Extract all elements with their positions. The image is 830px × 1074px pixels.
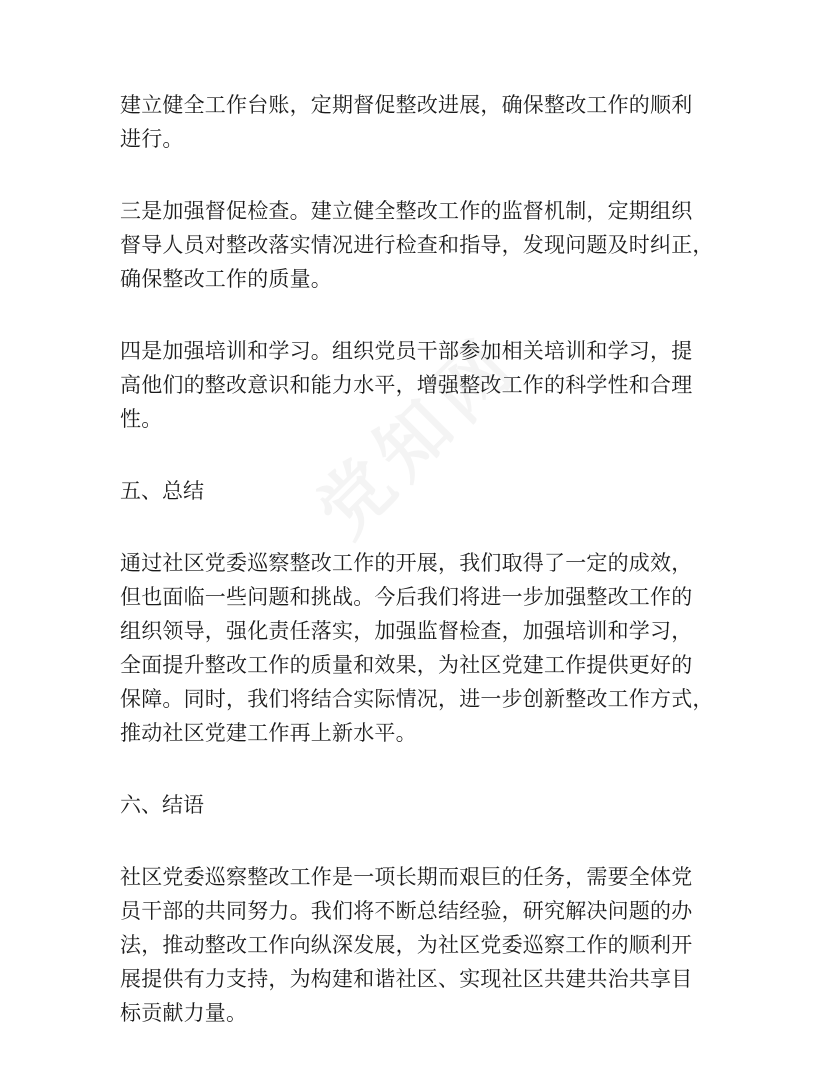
text-line: 建立健全工作台账，定期督促整改进展，确保整改工作的顺利 — [120, 93, 693, 117]
text-line: 员干部的共同努力。我们将不断总结经验，研究解决问题的办 — [120, 899, 693, 923]
document-body — [120, 88, 720, 1068]
text-line: 但也面临一些问题和挑战。今后我们将进一步加强整改工作的 — [120, 585, 693, 609]
section-heading-conclusion: 六、结语 — [120, 793, 204, 817]
text-line: 三是加强督促检查。建立健全整改工作的监督机制，定期组织 — [120, 199, 693, 223]
text-line: 展提供有力支持，为构建和谐社区、实现社区共建共治共享目 — [120, 967, 693, 991]
text-line: 保障。同时，我们将结合实际情况，进一步创新整改工作方式， — [120, 687, 714, 711]
section-heading-summary: 五、总结 — [120, 479, 204, 503]
text-line: 进行。 — [120, 127, 184, 151]
text-line: 法，推动整改工作向纵深发展，为社区党委巡察工作的顺利开 — [120, 933, 693, 957]
text-line: 性。 — [120, 407, 163, 431]
text-line: 组织领导，强化责任落实，加强监督检查，加强培训和学习， — [120, 619, 693, 643]
text-line: 通过社区党委巡察整改工作的开展，我们取得了一定的成效， — [120, 551, 693, 575]
paragraph-conclusion — [120, 860, 720, 1030]
text-line: 推动社区党建工作再上新水平。 — [120, 721, 417, 745]
paragraph-training — [120, 334, 720, 436]
text-line: 确保整改工作的质量。 — [120, 267, 332, 291]
text-line: 社区党委巡察整改工作是一项长期而艰巨的任务，需要全体党 — [120, 865, 693, 889]
paragraph-summary — [120, 546, 720, 750]
text-line: 督导人员对整改落实情况进行检查和指导，发现问题及时纠正， — [120, 233, 714, 257]
paragraph-ledger — [120, 88, 720, 156]
text-line: 四是加强培训和学习。组织党员干部参加相关培训和学习，提 — [120, 339, 693, 363]
text-line: 高他们的整改意识和能力水平，增强整改工作的科学性和合理 — [120, 373, 693, 397]
paragraph-supervision — [120, 194, 720, 296]
text-line: 全面提升整改工作的质量和效果，为社区党建工作提供更好的 — [120, 653, 693, 677]
text-line: 标贡献力量。 — [120, 1001, 248, 1025]
